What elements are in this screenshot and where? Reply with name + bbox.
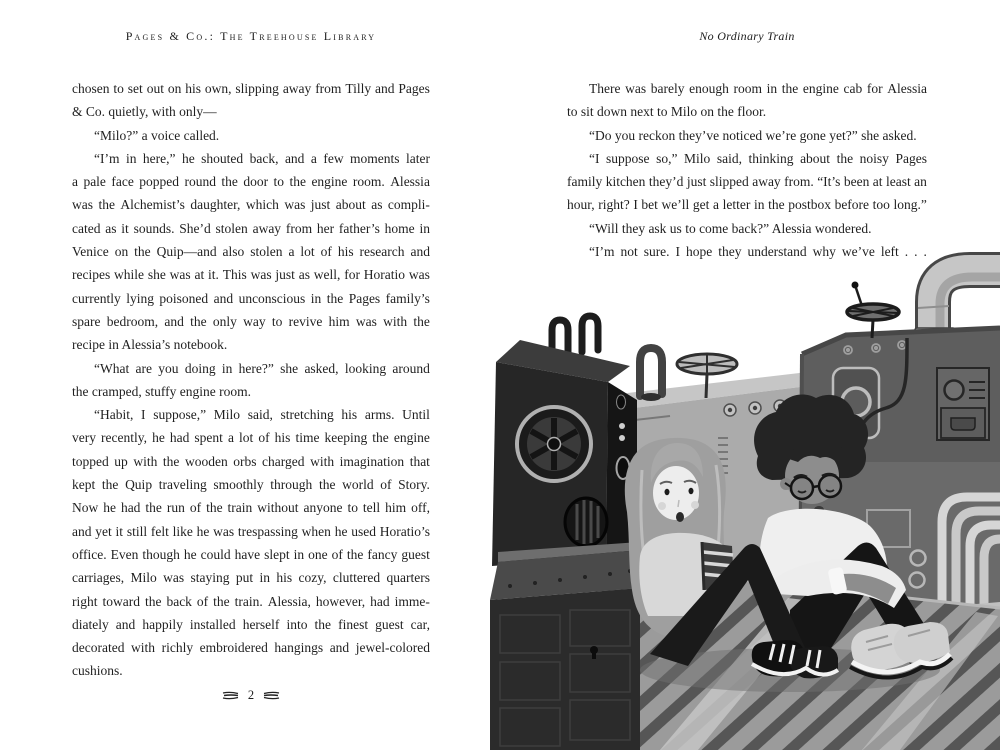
text-line: cated as it sounds. She’d stolen away from her father’s home in	[72, 220, 430, 236]
text-line: was the Alchemist’s daughter, which was just about as compli-	[72, 197, 430, 213]
left-page-running-header: Pages & Co.: The Treehouse Library	[125, 29, 377, 43]
text-line: & Co. quietly, with only—	[72, 104, 217, 120]
text-line: “I’m not sure. I hope they understand why we’ve left . . .	[589, 244, 927, 260]
text-line: diately and happily installed herself into the finest guest car,	[72, 616, 430, 632]
text-line: Now he had the run of the train without anyone to tell him off,	[72, 500, 430, 516]
grab-handle	[640, 348, 662, 396]
text-line: the cramped, stuffy engine room.	[72, 383, 251, 399]
text-line: right toward the back of the train. Alessia, however, had imme-	[72, 593, 430, 609]
text-line: currently lying poisoned and unconscious in the Pages family’s	[72, 290, 430, 306]
text-line: carriages, Milo was staying put in his cozy, cluttered quarters	[72, 570, 430, 586]
page-number-row	[72, 688, 430, 703]
page-number: 2	[247, 688, 255, 702]
right-page-text	[567, 77, 927, 263]
text-line: recipe in Alessia’s notebook.	[72, 337, 228, 353]
text-line: “Do you reckon they’ve noticed we’re gone yet?” she asked.	[589, 127, 917, 143]
text-line: topped up with the wooden orbs charged with imagination that	[72, 453, 430, 469]
text-line: “Milo?” a voice called.	[94, 127, 220, 143]
antenna	[856, 288, 862, 306]
text-line: “What are you doing in here?” she asked, looking around	[94, 360, 430, 376]
text-line: a pale face popped round the door to the engine room. Alessia	[72, 174, 430, 190]
text-line: There was barely enough room in the engine cab for Alessia	[589, 81, 927, 96]
text-line: spare bedroom, and the only way to revive him was with the	[72, 313, 430, 329]
text-line: cushions.	[72, 663, 123, 679]
engine-room-illustration	[490, 250, 1000, 750]
control-panel	[937, 368, 989, 440]
text-line: kept the Quip traveling smoothly through the world of Story.	[72, 477, 430, 493]
text-line: “I suppose so,” Milo said, thinking about the noisy Pages	[589, 150, 927, 166]
left-machine	[490, 316, 640, 750]
text-line: “I’m in here,” he shouted back, and a few moments later	[94, 150, 430, 166]
sneakers	[850, 622, 952, 678]
page-ornament-left-icon	[222, 691, 239, 700]
text-line: recipes while she was at it. This was just as well, for Horatio was	[72, 267, 430, 283]
grille	[565, 498, 607, 546]
text-line: decorated with richly embroidered hangings and jewel-colored	[72, 640, 430, 656]
base	[490, 588, 640, 750]
text-line: “Will they ask us to come back?” Alessia wondered.	[589, 220, 872, 236]
mouth	[676, 512, 684, 522]
text-line: “Habit, I suppose,” Milo said, stretching his arms. Until	[94, 407, 430, 423]
text-line: chosen to set out on his own, slipping away from Tilly and Pages	[72, 81, 430, 96]
text-line: and yet it still felt like he was trespassing when he used Horatio’s	[72, 523, 430, 539]
speaker-dial	[517, 407, 591, 481]
grab-handle	[582, 316, 598, 352]
text-line: hour, right? I bet we’ll get a letter in the postbox before too long.”	[567, 197, 927, 213]
latch	[951, 418, 975, 430]
text-line: office. Even though he could have slept in one of the fancy guest	[72, 546, 430, 562]
text-line: to sit down next to Milo on the floor.	[567, 104, 767, 120]
text-line: family kitchen they’d just slipped away from. “It’s been at least an	[567, 174, 927, 190]
right-page-running-header: No Ordinary Train	[699, 29, 795, 43]
text-line: very recently, he had spent a lot of his time keeping the engine	[72, 430, 430, 446]
page-ornament-right-icon	[263, 691, 280, 700]
left-page-text	[72, 77, 430, 683]
text-line: Venice on the Quip—and also stolen a lot of his research and	[72, 244, 430, 260]
